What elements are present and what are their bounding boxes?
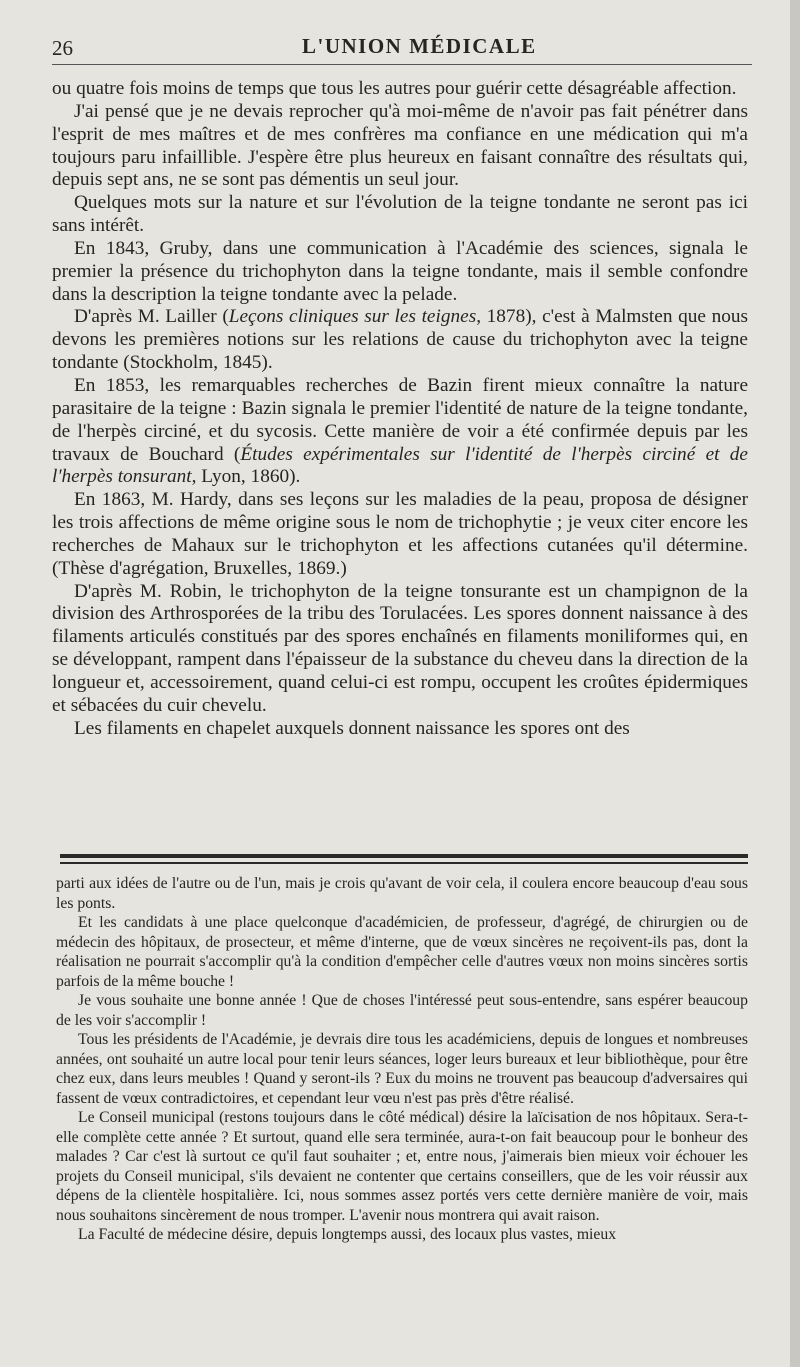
page-header (52, 30, 752, 62)
running-title: L'UNION MÉDICALE (302, 34, 537, 58)
paragraph: J'ai pensé que je ne devais reprocher qu'à moi-même de n'avoir pas fait pénétrer dans l'esprit de mes maîtres et de mes confrères ma confiance en une médication qui m'a toujours paru infaillible. J'espère être plus heureux en faisant connaître des résultats qui, depuis sept ans, ne se sont pas démentis un seul jour. (52, 100, 748, 191)
header-rule (52, 64, 752, 65)
main-text (52, 78, 748, 740)
paragraph (52, 375, 748, 489)
paragraph: Quelques mots sur la nature et sur l'évolution de la teigne tondante ne seront pas ici sans intérêt. (52, 192, 748, 237)
book-title: Études expérimentales sur l'identité de l'herpès circiné et de l'herpès tonsurant (52, 443, 748, 488)
footnote-paragraph: Tous les présidents de l'Académie, je devrais dire tous les académiciens, depuis de longues et nombreuses années, ont souhaité un autre local pour tenir leurs séances, loger leurs bureaux et leur bibliothèque, pour être chez eux, dans leurs meubles ! Quand y seront-ils ? Eux du moins ne trouvent pas beaucoup d'adversaires qui fassent de vœux contradictoires, et cependant leur vœu n'est pas près d'être réalisé. (56, 1031, 748, 1107)
footnote-paragraph: Et les candidats à une place quelconque d'académicien, de professeur, d'agrégé, de chirurgien ou de médecin des hôpitaux, de prosecteur, et même d'interne, que de vœux sincères ne reçoivent-ils pas, dont la réalisation ne pourrait s'accomplir qu'à la condition d'empêcher celle d'autres vœux non moins sincères sortis parfois de la même bouche ! (56, 914, 748, 990)
paragraph: En 1863, M. Hardy, dans ses leçons sur les maladies de la peau, proposa de désigner les trois affections de même origine sous le nom de trichophytie ; je veux citer encore les recherches de Mahaux sur le trichophyton et les affections cutanées qu'il détermine. (Thèse d'agrégation, Bruxelles, 1869.) (52, 489, 748, 579)
footnotes (56, 874, 748, 1245)
page-number: 26 (52, 36, 73, 60)
footnote-paragraph: Le Conseil municipal (restons toujours dans le côté médical) désire la laïcisation de nos hôpitaux. Sera-t-elle complète cette année ? Et surtout, quand elle sera terminée, aura-t-on fait beaucoup pour le bonheur des malades ? Car c'est là surtout ce qu'il faut souhaiter ; et, entre nous, j'aimerais bien mieux voir échouer les projets du Conseil municipal, s'ils devaient ne contenter que certains conseillers, que de les voir réussir aux dépens de la clientèle hospitalière. Ici, nous sommes assez portés vers cette dernière manière de voir, mais nous souhaitons sincèrement de nous tromper. L'avenir nous montrera qui avait raison. (56, 1109, 748, 1224)
text-span: , Lyon, 1860). (191, 466, 301, 488)
footnote-separator-thick (60, 854, 748, 858)
text-span: En 1853, les remarquables recherches de Bazin firent mieux connaître la nature parasitaire de la teigne : Bazin signala le premier l'identité de nature de la teigne tondante, de l'herpès circiné, et du sycosis. Cette manière de voir a été confirmée depuis par les travaux de Bouchard ( (52, 374, 748, 465)
text-span: , 1878), c'est à Malmsten que nous devons les premières notions sur les relations de cause du trichophyton avec la teigne tondante (Stockholm, 1845). (52, 306, 749, 374)
footnote-separator-thin (60, 862, 748, 864)
footnote-paragraph: Je vous souhaite une bonne année ! Que de choses l'intéressé peut sous-entendre, sans espérer beaucoup de les voir s'accomplir ! (56, 992, 748, 1029)
paragraph: ou quatre fois moins de temps que tous les autres pour guérir cette désagréable affection. (52, 78, 737, 99)
footnote-paragraph: La Faculté de médecine désire, depuis longtemps aussi, des locaux plus vastes, mieux (78, 1226, 617, 1243)
paragraph (52, 306, 748, 375)
paragraph: Les filaments en chapelet auxquels donnent naissance les spores ont des (74, 717, 630, 739)
footnote-paragraph: parti aux idées de l'autre ou de l'un, mais je crois qu'avant de voir cela, il coulera encore beaucoup d'eau sous les ponts. (56, 875, 748, 912)
book-title: Leçons cliniques sur les teignes (228, 306, 477, 328)
paragraph: En 1843, Gruby, dans une communication à l'Académie des sciences, signala le premier la présence du trichophyton dans la teigne tondante, mais il semble confondre dans la description la teigne tondante avec la pelade. (52, 237, 748, 305)
paragraph: D'après M. Robin, le trichophyton de la teigne tonsurante est un champignon de la division des Arthrosporées de la tribu des Torulacées. Les spores donnent naissance à des filaments articulés constitués par des spores enchaînés en filaments moniliformes qui, en se développant, rampent dans l'épaisseur de la substance du cheveu dans la direction de la longueur et, accessoirement, quand celui-ci est rompu, occupent les croûtes épidermiques et sébacées du cuir chevelu. (52, 580, 748, 716)
text-span: D'après M. Lailler ( (74, 306, 229, 328)
